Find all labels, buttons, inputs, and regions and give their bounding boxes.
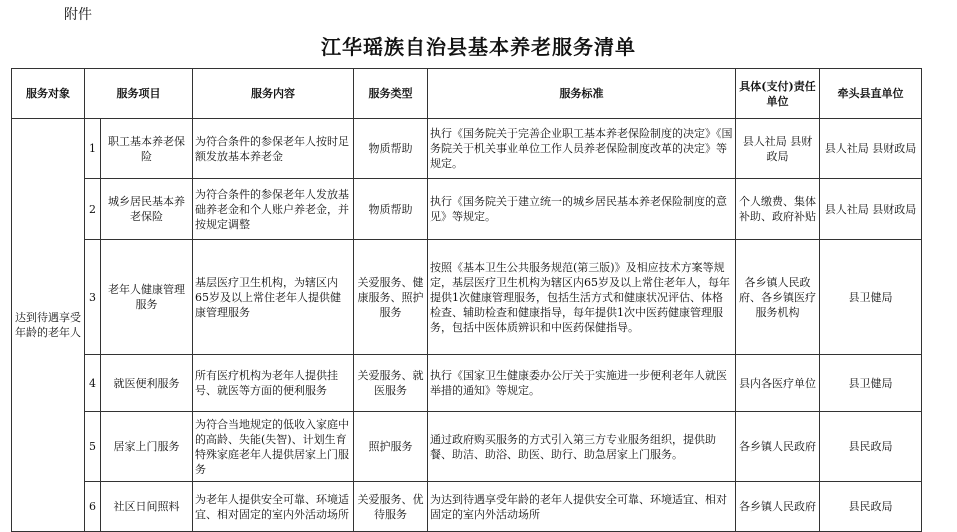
service-standard: 执行《国务院关于建立统一的城乡居民基本养老保险制度的意见》等规定。 <box>428 179 736 240</box>
table-row <box>12 412 922 482</box>
service-content: 为符合当地规定的低收入家庭中的高龄、失能(失智)、计划生育特殊家庭老年人提供居家上门服务 <box>193 412 354 482</box>
service-standard: 为达到待遇享受年龄的老年人提供安全可靠、环境适宜、相对固定的室内外活动场所 <box>428 482 736 532</box>
header-responsible: 具体(支付)责任单位 <box>736 69 820 119</box>
row-number: 2 <box>85 179 101 240</box>
responsible-unit: 县内各医疗单位 <box>736 355 820 412</box>
row-number: 3 <box>85 240 101 355</box>
row-number: 5 <box>85 412 101 482</box>
service-item: 居家上门服务 <box>101 412 193 482</box>
table-row <box>12 240 922 355</box>
service-standard: 通过政府购买服务的方式引入第三方专业服务组织，提供助餐、助洁、助浴、助医、助行、助急居家上门服务。 <box>428 412 736 482</box>
service-standard: 执行《国家卫生健康委办公厅关于实施进一步便利老年人就医举措的通知》等规定。 <box>428 355 736 412</box>
service-type: 关爱服务、健康服务、照护服务 <box>354 240 428 355</box>
responsible-unit: 各乡镇人民政府 <box>736 482 820 532</box>
service-standard: 执行《国务院关于完善企业职工基本养老保险制度的决定》《国务院关于机关事业单位工作人员养老保险制度改革的决定》等规定。 <box>428 119 736 179</box>
service-content: 为老年人提供安全可靠、环境适宜、相对固定的室内外活动场所 <box>193 482 354 532</box>
table-header-row <box>12 69 922 119</box>
service-item: 老年人健康管理服务 <box>101 240 193 355</box>
table-row <box>12 355 922 412</box>
service-standard: 按照《基本卫生公共服务规范(第三版)》及相应技术方案等规定，基层医疗卫生机构为辖区内65岁及以上常住老年人，每年提供1次健康管理服务，包括生活方式和健康状况评估、体格检查、辅助检查和健康指导，每年提供1次中医药健康管理服务，包括中医体质辨识和中医药保健指导。 <box>428 240 736 355</box>
service-content: 所有医疗机构为老年人提供挂号、就医等方面的便利服务 <box>193 355 354 412</box>
row-number: 4 <box>85 355 101 412</box>
header-type: 服务类型 <box>354 69 428 119</box>
service-item: 职工基本养老保险 <box>101 119 193 179</box>
responsible-unit: 各乡镇人民政府、各乡镇医疗服务机构 <box>736 240 820 355</box>
responsible-unit: 县人社局 县财政局 <box>736 119 820 179</box>
service-item: 社区日间照料 <box>101 482 193 532</box>
lead-unit: 县人社局 县财政局 <box>820 119 922 179</box>
service-target-cell: 达到待遇享受年龄的老年人 <box>12 119 85 532</box>
table-row <box>12 179 922 240</box>
service-item: 城乡居民基本养老保险 <box>101 179 193 240</box>
table-row <box>12 482 922 532</box>
annex-label: 附件 <box>64 7 92 23</box>
header-item: 服务项目 <box>85 69 193 119</box>
service-type: 关爱服务、就医服务 <box>354 355 428 412</box>
header-target: 服务对象 <box>12 69 85 119</box>
service-item: 就医便利服务 <box>101 355 193 412</box>
lead-unit: 县卫健局 <box>820 240 922 355</box>
header-lead: 牵头县直单位 <box>820 69 922 119</box>
service-content: 为符合条件的参保老年人按时足额发放基本养老金 <box>193 119 354 179</box>
service-type: 照护服务 <box>354 412 428 482</box>
table-row <box>12 119 922 179</box>
lead-unit: 县人社局 县财政局 <box>820 179 922 240</box>
responsible-unit: 个人缴费、集体补助、政府补贴 <box>736 179 820 240</box>
service-type: 物质帮助 <box>354 119 428 179</box>
header-content: 服务内容 <box>193 69 354 119</box>
row-number: 6 <box>85 482 101 532</box>
page-title: 江华瑶族自治县基本养老服务清单 <box>321 35 636 59</box>
service-table <box>11 68 922 532</box>
lead-unit: 县卫健局 <box>820 355 922 412</box>
responsible-unit: 各乡镇人民政府 <box>736 412 820 482</box>
service-content: 基层医疗卫生机构，为辖区内65岁及以上常住老年人提供健康管理服务 <box>193 240 354 355</box>
lead-unit: 县民政局 <box>820 412 922 482</box>
service-type: 物质帮助 <box>354 179 428 240</box>
service-content: 为符合条件的参保老年人发放基础养老金和个人账户养老金，并按规定调整 <box>193 179 354 240</box>
header-standard: 服务标准 <box>428 69 736 119</box>
lead-unit: 县民政局 <box>820 482 922 532</box>
service-type: 关爱服务、优待服务 <box>354 482 428 532</box>
row-number: 1 <box>85 119 101 179</box>
